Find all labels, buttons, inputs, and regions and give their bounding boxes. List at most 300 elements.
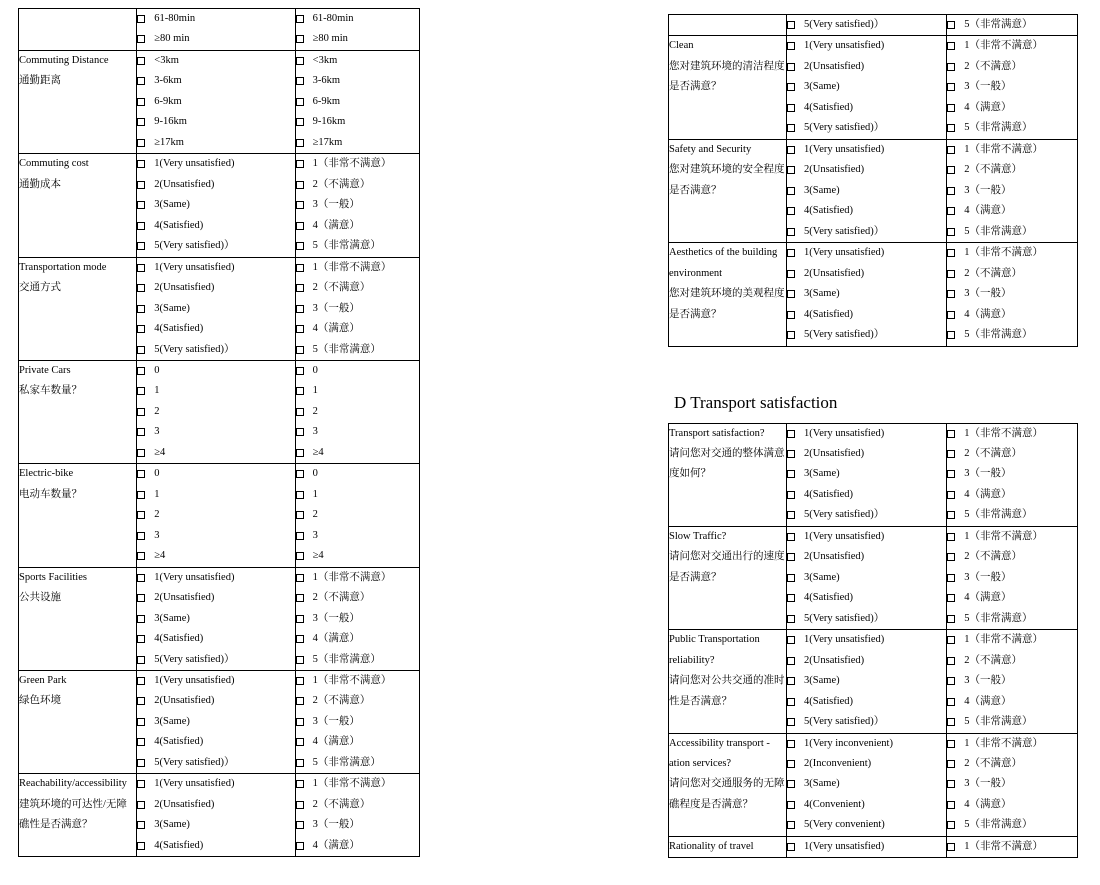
option-row[interactable] (787, 609, 946, 629)
option-row[interactable] (296, 154, 419, 174)
option-row[interactable] (296, 299, 419, 319)
checkbox-icon[interactable] (947, 83, 955, 91)
option-row[interactable] (787, 795, 946, 815)
checkbox-icon[interactable] (947, 331, 955, 339)
checkbox-icon[interactable] (296, 656, 304, 664)
option-row[interactable] (947, 754, 1077, 774)
checkbox-icon[interactable] (787, 228, 795, 236)
checkbox-icon[interactable] (137, 387, 145, 395)
checkbox-icon[interactable] (296, 305, 304, 313)
checkbox-icon[interactable] (787, 290, 795, 298)
checkbox-icon[interactable] (787, 166, 795, 174)
option-row[interactable] (137, 795, 294, 815)
option-row[interactable] (296, 112, 419, 132)
option-row[interactable] (296, 278, 419, 298)
checkbox-icon[interactable] (947, 104, 955, 112)
checkbox-icon[interactable] (137, 574, 145, 582)
option-row[interactable] (947, 424, 1077, 444)
checkbox-icon[interactable] (947, 207, 955, 215)
option-row[interactable] (947, 325, 1077, 345)
checkbox-icon[interactable] (137, 408, 145, 416)
option-row[interactable] (296, 319, 419, 339)
option-row[interactable] (787, 98, 946, 118)
option-row[interactable] (787, 118, 946, 138)
option-row[interactable] (296, 629, 419, 649)
option-row[interactable] (137, 361, 294, 381)
checkbox-icon[interactable] (296, 139, 304, 147)
option-row[interactable] (296, 609, 419, 629)
option-row[interactable] (137, 381, 294, 401)
option-row[interactable] (947, 57, 1077, 77)
option-row[interactable] (947, 588, 1077, 608)
option-row[interactable] (947, 264, 1077, 284)
checkbox-icon[interactable] (137, 118, 145, 126)
option-row[interactable] (137, 464, 294, 484)
checkbox-icon[interactable] (787, 553, 795, 561)
option-row[interactable] (787, 505, 946, 525)
option-row[interactable] (137, 485, 294, 505)
option-row[interactable] (296, 815, 419, 835)
checkbox-icon[interactable] (787, 491, 795, 499)
checkbox-icon[interactable] (137, 98, 145, 106)
checkbox-icon[interactable] (137, 470, 145, 478)
checkbox-icon[interactable] (296, 35, 304, 43)
checkbox-icon[interactable] (296, 552, 304, 560)
checkbox-icon[interactable] (296, 801, 304, 809)
checkbox-icon[interactable] (947, 636, 955, 644)
option-row[interactable] (787, 284, 946, 304)
option-row[interactable] (296, 464, 419, 484)
checkbox-icon[interactable] (296, 15, 304, 23)
checkbox-icon[interactable] (137, 697, 145, 705)
checkbox-icon[interactable] (296, 222, 304, 230)
checkbox-icon[interactable] (947, 760, 955, 768)
option-row[interactable] (787, 651, 946, 671)
option-row[interactable] (137, 568, 294, 588)
checkbox-icon[interactable] (296, 697, 304, 705)
option-row[interactable] (137, 732, 294, 752)
option-row[interactable] (296, 485, 419, 505)
option-row[interactable] (296, 588, 419, 608)
option-row[interactable] (137, 340, 294, 360)
option-row[interactable] (947, 36, 1077, 56)
option-row[interactable] (787, 588, 946, 608)
option-row[interactable] (296, 381, 419, 401)
option-row[interactable] (947, 547, 1077, 567)
option-row[interactable] (947, 837, 1077, 857)
checkbox-icon[interactable] (787, 249, 795, 257)
checkbox-icon[interactable] (137, 449, 145, 457)
option-row[interactable] (947, 140, 1077, 160)
option-row[interactable] (296, 712, 419, 732)
option-row[interactable] (947, 527, 1077, 547)
option-row[interactable] (296, 753, 419, 773)
checkbox-icon[interactable] (137, 77, 145, 85)
option-row[interactable] (787, 444, 946, 464)
checkbox-icon[interactable] (787, 83, 795, 91)
checkbox-icon[interactable] (137, 305, 145, 313)
checkbox-icon[interactable] (787, 207, 795, 215)
option-row[interactable] (137, 712, 294, 732)
option-row[interactable] (787, 424, 946, 444)
option-row[interactable] (296, 92, 419, 112)
checkbox-icon[interactable] (296, 821, 304, 829)
checkbox-icon[interactable] (296, 367, 304, 375)
option-row[interactable] (787, 734, 946, 754)
option-row[interactable] (137, 526, 294, 546)
option-row[interactable] (296, 546, 419, 566)
option-row[interactable] (787, 222, 946, 242)
option-row[interactable] (947, 630, 1077, 650)
option-row[interactable] (947, 305, 1077, 325)
option-row[interactable] (947, 609, 1077, 629)
checkbox-icon[interactable] (296, 77, 304, 85)
option-row[interactable] (787, 264, 946, 284)
option-row[interactable] (137, 112, 294, 132)
checkbox-icon[interactable] (137, 656, 145, 664)
checkbox-icon[interactable] (787, 331, 795, 339)
option-row[interactable] (947, 712, 1077, 732)
option-row[interactable] (947, 774, 1077, 794)
checkbox-icon[interactable] (296, 201, 304, 209)
option-row[interactable] (947, 505, 1077, 525)
checkbox-icon[interactable] (787, 801, 795, 809)
checkbox-icon[interactable] (137, 35, 145, 43)
checkbox-icon[interactable] (137, 635, 145, 643)
checkbox-icon[interactable] (787, 760, 795, 768)
checkbox-icon[interactable] (947, 780, 955, 788)
checkbox-icon[interactable] (296, 346, 304, 354)
checkbox-icon[interactable] (787, 63, 795, 71)
checkbox-icon[interactable] (947, 228, 955, 236)
checkbox-icon[interactable] (947, 594, 955, 602)
checkbox-icon[interactable] (947, 615, 955, 623)
checkbox-icon[interactable] (137, 160, 145, 168)
option-row[interactable] (137, 443, 294, 463)
checkbox-icon[interactable] (787, 718, 795, 726)
option-row[interactable] (787, 15, 946, 35)
option-row[interactable] (137, 71, 294, 91)
checkbox-icon[interactable] (947, 21, 955, 29)
checkbox-icon[interactable] (296, 615, 304, 623)
option-row[interactable] (787, 57, 946, 77)
checkbox-icon[interactable] (787, 533, 795, 541)
option-row[interactable] (787, 837, 946, 857)
option-row[interactable] (787, 754, 946, 774)
checkbox-icon[interactable] (947, 42, 955, 50)
checkbox-icon[interactable] (947, 470, 955, 478)
option-row[interactable] (137, 195, 294, 215)
checkbox-icon[interactable] (947, 740, 955, 748)
option-row[interactable] (296, 175, 419, 195)
option-row[interactable] (137, 546, 294, 566)
option-row[interactable] (137, 753, 294, 773)
checkbox-icon[interactable] (947, 657, 955, 665)
option-row[interactable] (296, 795, 419, 815)
checkbox-icon[interactable] (137, 181, 145, 189)
checkbox-icon[interactable] (137, 759, 145, 767)
checkbox-icon[interactable] (137, 738, 145, 746)
checkbox-icon[interactable] (137, 615, 145, 623)
checkbox-icon[interactable] (296, 160, 304, 168)
option-row[interactable] (947, 734, 1077, 754)
checkbox-icon[interactable] (296, 325, 304, 333)
option-row[interactable] (787, 181, 946, 201)
checkbox-icon[interactable] (296, 594, 304, 602)
option-row[interactable] (787, 77, 946, 97)
checkbox-icon[interactable] (137, 718, 145, 726)
checkbox-icon[interactable] (787, 740, 795, 748)
checkbox-icon[interactable] (947, 801, 955, 809)
option-row[interactable] (947, 444, 1077, 464)
option-row[interactable] (137, 299, 294, 319)
checkbox-icon[interactable] (296, 677, 304, 685)
option-row[interactable] (947, 651, 1077, 671)
checkbox-icon[interactable] (137, 139, 145, 147)
option-row[interactable] (296, 29, 419, 49)
option-row[interactable] (947, 15, 1077, 35)
option-row[interactable] (947, 181, 1077, 201)
checkbox-icon[interactable] (296, 408, 304, 416)
checkbox-icon[interactable] (137, 346, 145, 354)
option-row[interactable] (137, 258, 294, 278)
option-row[interactable] (787, 692, 946, 712)
option-row[interactable] (137, 588, 294, 608)
option-row[interactable] (947, 568, 1077, 588)
checkbox-icon[interactable] (137, 284, 145, 292)
option-row[interactable] (787, 671, 946, 691)
checkbox-icon[interactable] (137, 491, 145, 499)
checkbox-icon[interactable] (137, 677, 145, 685)
checkbox-icon[interactable] (296, 387, 304, 395)
option-row[interactable] (947, 464, 1077, 484)
option-row[interactable] (296, 568, 419, 588)
checkbox-icon[interactable] (137, 532, 145, 540)
option-row[interactable] (137, 278, 294, 298)
checkbox-icon[interactable] (296, 118, 304, 126)
checkbox-icon[interactable] (947, 166, 955, 174)
checkbox-icon[interactable] (137, 821, 145, 829)
option-row[interactable] (296, 195, 419, 215)
option-row[interactable] (947, 692, 1077, 712)
option-row[interactable] (296, 422, 419, 442)
checkbox-icon[interactable] (137, 552, 145, 560)
option-row[interactable] (296, 340, 419, 360)
checkbox-icon[interactable] (296, 428, 304, 436)
option-row[interactable] (296, 9, 419, 29)
option-row[interactable] (137, 650, 294, 670)
option-row[interactable] (137, 319, 294, 339)
option-row[interactable] (787, 547, 946, 567)
option-row[interactable] (787, 305, 946, 325)
option-row[interactable] (296, 51, 419, 71)
checkbox-icon[interactable] (296, 470, 304, 478)
option-row[interactable] (787, 815, 946, 835)
checkbox-icon[interactable] (947, 718, 955, 726)
option-row[interactable] (137, 175, 294, 195)
checkbox-icon[interactable] (787, 780, 795, 788)
option-row[interactable] (787, 140, 946, 160)
checkbox-icon[interactable] (947, 511, 955, 519)
checkbox-icon[interactable] (296, 181, 304, 189)
checkbox-icon[interactable] (787, 511, 795, 519)
checkbox-icon[interactable] (296, 842, 304, 850)
checkbox-icon[interactable] (137, 264, 145, 272)
option-row[interactable] (947, 201, 1077, 221)
option-row[interactable] (787, 160, 946, 180)
option-row[interactable] (137, 609, 294, 629)
option-row[interactable] (137, 236, 294, 256)
checkbox-icon[interactable] (296, 574, 304, 582)
checkbox-icon[interactable] (947, 124, 955, 132)
option-row[interactable] (137, 51, 294, 71)
option-row[interactable] (787, 712, 946, 732)
checkbox-icon[interactable] (947, 430, 955, 438)
checkbox-icon[interactable] (947, 698, 955, 706)
checkbox-icon[interactable] (947, 146, 955, 154)
option-row[interactable] (296, 691, 419, 711)
option-row[interactable] (787, 325, 946, 345)
option-row[interactable] (947, 671, 1077, 691)
option-row[interactable] (137, 671, 294, 691)
option-row[interactable] (296, 732, 419, 752)
option-row[interactable] (296, 443, 419, 463)
checkbox-icon[interactable] (787, 615, 795, 623)
checkbox-icon[interactable] (296, 718, 304, 726)
option-row[interactable] (137, 505, 294, 525)
option-row[interactable] (947, 118, 1077, 138)
option-row[interactable] (296, 71, 419, 91)
checkbox-icon[interactable] (787, 450, 795, 458)
option-row[interactable] (137, 133, 294, 153)
option-row[interactable] (947, 222, 1077, 242)
checkbox-icon[interactable] (787, 594, 795, 602)
option-row[interactable] (137, 836, 294, 856)
checkbox-icon[interactable] (947, 450, 955, 458)
option-row[interactable] (296, 133, 419, 153)
option-row[interactable] (787, 485, 946, 505)
checkbox-icon[interactable] (947, 843, 955, 851)
option-row[interactable] (137, 629, 294, 649)
option-row[interactable] (787, 243, 946, 263)
checkbox-icon[interactable] (137, 780, 145, 788)
checkbox-icon[interactable] (137, 594, 145, 602)
option-row[interactable] (296, 361, 419, 381)
option-row[interactable] (137, 422, 294, 442)
option-row[interactable] (947, 284, 1077, 304)
checkbox-icon[interactable] (787, 21, 795, 29)
checkbox-icon[interactable] (137, 801, 145, 809)
option-row[interactable] (296, 671, 419, 691)
checkbox-icon[interactable] (787, 698, 795, 706)
checkbox-icon[interactable] (137, 201, 145, 209)
checkbox-icon[interactable] (137, 842, 145, 850)
checkbox-icon[interactable] (947, 249, 955, 257)
checkbox-icon[interactable] (296, 738, 304, 746)
checkbox-icon[interactable] (947, 63, 955, 71)
option-row[interactable] (137, 154, 294, 174)
checkbox-icon[interactable] (947, 821, 955, 829)
checkbox-icon[interactable] (137, 367, 145, 375)
checkbox-icon[interactable] (787, 311, 795, 319)
checkbox-icon[interactable] (947, 677, 955, 685)
option-row[interactable] (137, 216, 294, 236)
checkbox-icon[interactable] (787, 657, 795, 665)
checkbox-icon[interactable] (296, 284, 304, 292)
option-row[interactable] (137, 402, 294, 422)
option-row[interactable] (787, 36, 946, 56)
checkbox-icon[interactable] (787, 430, 795, 438)
option-row[interactable] (137, 774, 294, 794)
option-row[interactable] (137, 691, 294, 711)
checkbox-icon[interactable] (137, 57, 145, 65)
checkbox-icon[interactable] (787, 270, 795, 278)
checkbox-icon[interactable] (947, 270, 955, 278)
checkbox-icon[interactable] (947, 311, 955, 319)
checkbox-icon[interactable] (787, 821, 795, 829)
option-row[interactable] (947, 485, 1077, 505)
checkbox-icon[interactable] (137, 15, 145, 23)
checkbox-icon[interactable] (787, 843, 795, 851)
checkbox-icon[interactable] (137, 222, 145, 230)
checkbox-icon[interactable] (787, 574, 795, 582)
option-row[interactable] (947, 243, 1077, 263)
option-row[interactable] (296, 505, 419, 525)
checkbox-icon[interactable] (787, 146, 795, 154)
option-row[interactable] (947, 77, 1077, 97)
option-row[interactable] (947, 98, 1077, 118)
option-row[interactable] (137, 9, 294, 29)
checkbox-icon[interactable] (787, 104, 795, 112)
checkbox-icon[interactable] (787, 124, 795, 132)
checkbox-icon[interactable] (296, 264, 304, 272)
checkbox-icon[interactable] (947, 533, 955, 541)
option-row[interactable] (296, 236, 419, 256)
checkbox-icon[interactable] (787, 187, 795, 195)
option-row[interactable] (787, 630, 946, 650)
option-row[interactable] (947, 160, 1077, 180)
option-row[interactable] (296, 836, 419, 856)
checkbox-icon[interactable] (296, 57, 304, 65)
option-row[interactable] (296, 774, 419, 794)
checkbox-icon[interactable] (296, 759, 304, 767)
option-row[interactable] (137, 92, 294, 112)
checkbox-icon[interactable] (947, 553, 955, 561)
option-row[interactable] (137, 815, 294, 835)
checkbox-icon[interactable] (787, 677, 795, 685)
checkbox-icon[interactable] (787, 636, 795, 644)
option-row[interactable] (787, 774, 946, 794)
checkbox-icon[interactable] (787, 42, 795, 50)
checkbox-icon[interactable] (296, 449, 304, 457)
checkbox-icon[interactable] (947, 574, 955, 582)
checkbox-icon[interactable] (137, 428, 145, 436)
checkbox-icon[interactable] (947, 290, 955, 298)
checkbox-icon[interactable] (296, 98, 304, 106)
option-row[interactable] (787, 464, 946, 484)
option-row[interactable] (947, 815, 1077, 835)
checkbox-icon[interactable] (947, 187, 955, 195)
checkbox-icon[interactable] (137, 325, 145, 333)
checkbox-icon[interactable] (137, 511, 145, 519)
checkbox-icon[interactable] (137, 242, 145, 250)
option-row[interactable] (947, 795, 1077, 815)
checkbox-icon[interactable] (947, 491, 955, 499)
option-row[interactable] (296, 258, 419, 278)
option-row[interactable] (296, 402, 419, 422)
option-row[interactable] (296, 526, 419, 546)
checkbox-icon[interactable] (296, 635, 304, 643)
